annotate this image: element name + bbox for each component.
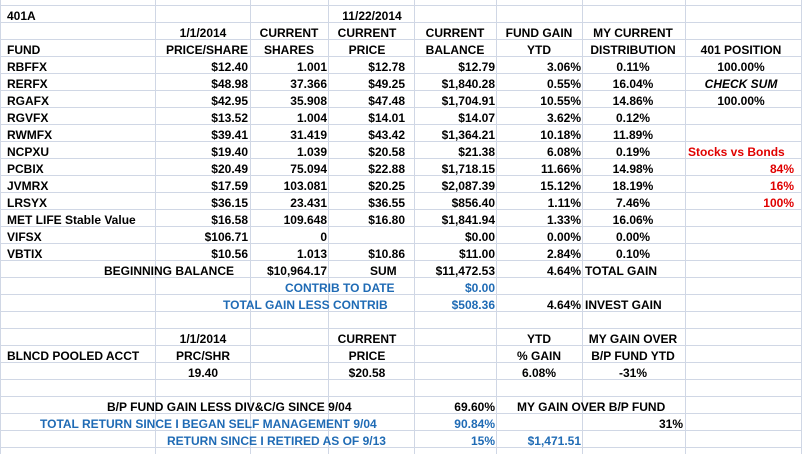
current-shares[interactable]: 31.419 (290, 128, 327, 142)
column-gridline (0, 0, 1, 454)
fund-name[interactable]: RWMFX (7, 128, 53, 142)
contrib-to-date-label[interactable]: CONTRIB TO DATE (285, 281, 395, 295)
current-balance[interactable]: $1,364.21 (441, 128, 495, 142)
current-balance[interactable]: $1,718.15 (441, 162, 495, 176)
stocks-vs-bonds-label[interactable]: Stocks vs Bonds (688, 145, 785, 159)
fund-name[interactable]: RGAFX (7, 94, 49, 108)
my-distribution[interactable]: 16.04% (612, 77, 654, 91)
my-distribution[interactable]: 16.06% (612, 213, 654, 227)
current-shares[interactable]: 37.366 (290, 77, 327, 91)
my-distribution[interactable]: 0.19% (615, 145, 651, 159)
price-share-2014[interactable]: $16.58 (211, 213, 248, 227)
pooled-prc-shr-label[interactable]: PRC/SHR (175, 349, 230, 363)
fund-gain-ytd[interactable]: 6.08% (546, 145, 581, 159)
my-distribution[interactable]: 0.00% (615, 230, 651, 244)
invest-gain-label[interactable]: INVEST GAIN (585, 298, 662, 312)
current-shares[interactable]: 75.094 (290, 162, 327, 176)
price-share-2014[interactable]: $106.71 (204, 230, 248, 244)
fund-gain-ytd[interactable]: 3.06% (546, 60, 581, 74)
price-share-2014[interactable]: $13.52 (211, 111, 248, 125)
header-price-share[interactable]: PRICE/SHARE (165, 43, 248, 57)
current-balance[interactable]: $21.38 (458, 145, 495, 159)
stocks-bonds-total[interactable]: 100% (763, 196, 794, 210)
my-distribution[interactable]: 0.11% (616, 60, 650, 74)
fund-name[interactable]: RERFX (7, 77, 48, 91)
fund-gain-ytd[interactable]: 11.66% (540, 162, 581, 176)
header-balance[interactable]: BALANCE (425, 43, 485, 57)
row-gridline (0, 5, 802, 6)
fund-name[interactable]: RGVFX (7, 111, 49, 125)
current-shares[interactable]: 23.431 (290, 196, 327, 210)
price-share-2014[interactable]: $42.95 (211, 94, 248, 108)
price-share-2014[interactable]: $12.40 (211, 60, 248, 74)
fund-name[interactable]: PCBIX (7, 162, 44, 176)
sum-value[interactable]: $11,472.53 (435, 264, 495, 278)
total-gain-pct[interactable]: 4.64% (546, 264, 581, 278)
my-distribution[interactable]: 0.12% (615, 111, 651, 125)
position-value[interactable]: 100.00% (717, 60, 765, 74)
fund-gain-ytd[interactable]: 10.18% (540, 128, 581, 142)
my-distribution[interactable]: 0.10% (615, 247, 651, 261)
total-gain-label[interactable]: TOTAL GAIN (585, 264, 657, 278)
fund-gain-ytd[interactable]: 3.62% (546, 111, 581, 125)
header-current-balance-1[interactable]: CURRENT (425, 26, 485, 40)
current-price[interactable]: $22.88 (368, 162, 405, 176)
price-share-2014[interactable]: $36.15 (211, 196, 248, 210)
contrib-to-date-value[interactable]: $0.00 (464, 281, 495, 295)
current-price[interactable]: $20.58 (368, 145, 405, 159)
pooled-gain-value[interactable]: 6.08% (521, 366, 557, 380)
header-fund[interactable]: FUND (7, 43, 41, 57)
invest-gain-pct[interactable]: 4.64% (546, 298, 581, 312)
retired-return-amount[interactable]: $1,471.51 (527, 434, 581, 448)
header-current-shares-1[interactable]: CURRENT (259, 26, 319, 40)
pooled-price-label[interactable]: PRICE (348, 349, 386, 363)
fund-gain-ytd[interactable]: 15.12% (540, 179, 581, 193)
pooled-pct-gain-label[interactable]: % GAIN (516, 349, 561, 363)
total-return-label[interactable]: TOTAL RETURN SINCE I BEGAN SELF MANAGEMENT 9/04 (40, 417, 377, 431)
fund-name[interactable]: NCPXU (7, 145, 50, 159)
beginning-balance-label[interactable]: BEGINNING BALANCE (104, 264, 235, 278)
date-1-1-2014[interactable]: 1/1/2014 (179, 26, 227, 40)
pooled-over-value[interactable]: -31% (618, 366, 647, 380)
fund-gain-ytd[interactable]: 1.33% (546, 213, 581, 227)
current-balance[interactable]: $12.79 (458, 60, 495, 74)
current-balance[interactable]: $11.00 (458, 247, 495, 261)
price-share-2014[interactable]: $10.56 (211, 247, 248, 261)
pooled-date[interactable]: 1/1/2014 (179, 332, 227, 346)
bp-fund-gain-label[interactable]: B/P FUND GAIN LESS DIV&C/G SINCE 9/04 (107, 400, 352, 414)
gain-less-contrib-label[interactable]: TOTAL GAIN LESS CONTRIB (223, 298, 388, 312)
price-share-2014[interactable]: $39.41 (211, 128, 248, 142)
my-distribution[interactable]: 11.89% (612, 128, 654, 142)
price-share-2014[interactable]: $19.40 (211, 145, 248, 159)
pooled-my-gain-over-label[interactable]: MY GAIN OVER (588, 332, 678, 346)
my-distribution[interactable]: 7.46% (615, 196, 651, 210)
current-price[interactable]: $43.42 (368, 128, 405, 142)
current-shares[interactable]: 1.039 (296, 145, 327, 159)
current-shares[interactable]: 1.004 (296, 111, 327, 125)
fund-gain-ytd[interactable]: 0.55% (546, 77, 581, 91)
fund-name[interactable]: VBTIX (7, 247, 43, 261)
my-distribution[interactable]: 14.86% (612, 94, 654, 108)
check-sum-label[interactable]: CHECK SUM (704, 77, 778, 91)
current-balance[interactable]: $0.00 (464, 230, 495, 244)
current-balance[interactable]: $1,704.91 (441, 94, 495, 108)
current-balance[interactable]: $856.40 (451, 196, 495, 210)
fund-name[interactable]: LRSYX (7, 196, 48, 210)
total-return-value[interactable]: 90.84% (454, 417, 495, 431)
current-shares[interactable]: 109.648 (283, 213, 327, 227)
current-price[interactable]: $36.55 (368, 196, 405, 210)
current-price[interactable] (329, 229, 405, 246)
beginning-balance-value[interactable]: $10,964.17 (266, 264, 327, 278)
header-401-position[interactable]: 401 POSITION (700, 43, 782, 57)
my-gain-over-bp-value[interactable]: 31% (658, 417, 683, 431)
my-gain-over-bp-label[interactable]: MY GAIN OVER B/P FUND (517, 400, 666, 414)
current-price[interactable]: $10.86 (368, 247, 405, 261)
row-gridline (0, 294, 802, 295)
current-price[interactable]: $20.25 (368, 179, 405, 193)
fund-gain-ytd[interactable]: 0.00% (546, 230, 581, 244)
header-my-current-1[interactable]: MY CURRENT (593, 26, 673, 40)
price-share-2014[interactable]: $48.98 (211, 77, 248, 91)
header-price[interactable]: PRICE (348, 43, 386, 57)
pooled-prc-value[interactable]: 19.40 (187, 366, 219, 380)
fund-name[interactable]: RBFFX (7, 60, 47, 74)
price-share-2014[interactable]: $17.59 (211, 179, 248, 193)
my-distribution[interactable]: 18.19% (612, 179, 654, 193)
current-balance[interactable]: $14.07 (458, 111, 495, 125)
date-11-22-2014[interactable]: 11/22/2014 (342, 9, 402, 23)
row-gridline (0, 396, 802, 397)
current-balance[interactable]: $2,087.39 (441, 179, 495, 193)
bp-fund-gain-value[interactable]: 69.60% (454, 400, 495, 414)
fund-gain-ytd[interactable]: 2.84% (546, 247, 581, 261)
bonds-pct[interactable]: 16% (769, 179, 794, 193)
price-share-2014[interactable]: $20.49 (211, 162, 248, 176)
header-current-price-1[interactable]: CURRENT (337, 26, 397, 40)
sum-label[interactable]: SUM (370, 264, 397, 278)
retired-return-pct[interactable]: 15% (470, 434, 495, 448)
header-shares[interactable]: SHARES (263, 43, 314, 57)
header-fund-gain-1[interactable]: FUND GAIN (505, 26, 573, 40)
current-price[interactable]: $47.48 (368, 94, 405, 108)
current-shares[interactable]: 0 (320, 230, 327, 244)
fund-gain-ytd[interactable]: 10.55% (540, 94, 581, 108)
row-gridline (0, 311, 802, 312)
pooled-price-value[interactable]: $20.58 (348, 366, 386, 380)
check-sum-value[interactable]: 100.00% (717, 94, 765, 108)
current-shares[interactable]: 1.013 (296, 247, 327, 261)
retired-return-label[interactable]: RETURN SINCE I RETIRED AS OF 9/13 (167, 434, 386, 448)
current-shares[interactable]: 1.001 (296, 60, 327, 74)
current-balance[interactable]: $1,841.94 (441, 213, 495, 227)
sheet-title[interactable]: 401A (7, 9, 36, 23)
current-price[interactable]: $49.25 (368, 77, 405, 91)
current-balance[interactable]: $1,840.28 (441, 77, 495, 91)
fund-name[interactable]: VIFSX (7, 230, 42, 244)
header-ytd[interactable]: YTD (527, 43, 551, 57)
pooled-account-label[interactable]: BLNCD POOLED ACCT (7, 349, 140, 363)
current-shares[interactable]: 35.908 (290, 94, 327, 108)
pooled-current-label[interactable]: CURRENT (337, 332, 397, 346)
current-price[interactable]: $16.80 (368, 213, 405, 227)
my-distribution[interactable]: 14.98% (612, 162, 654, 176)
row-gridline (0, 447, 802, 448)
pooled-ytd-label[interactable]: YTD (527, 332, 551, 346)
fund-name[interactable]: JVMRX (7, 179, 49, 193)
current-price[interactable]: $12.78 (368, 60, 405, 74)
current-shares[interactable]: 103.081 (283, 179, 327, 193)
gain-less-contrib-value[interactable]: $508.36 (451, 298, 495, 312)
current-price[interactable]: $14.01 (368, 111, 405, 125)
fund-gain-ytd[interactable]: 1.11% (547, 196, 581, 210)
header-distribution[interactable]: DISTRIBUTION (590, 43, 676, 57)
fund-name[interactable]: MET LIFE Stable Value (7, 213, 136, 227)
stocks-pct[interactable]: 84% (769, 162, 794, 176)
pooled-bp-fund-ytd-label[interactable]: B/P FUND YTD (591, 349, 675, 363)
row-gridline (0, 328, 802, 329)
